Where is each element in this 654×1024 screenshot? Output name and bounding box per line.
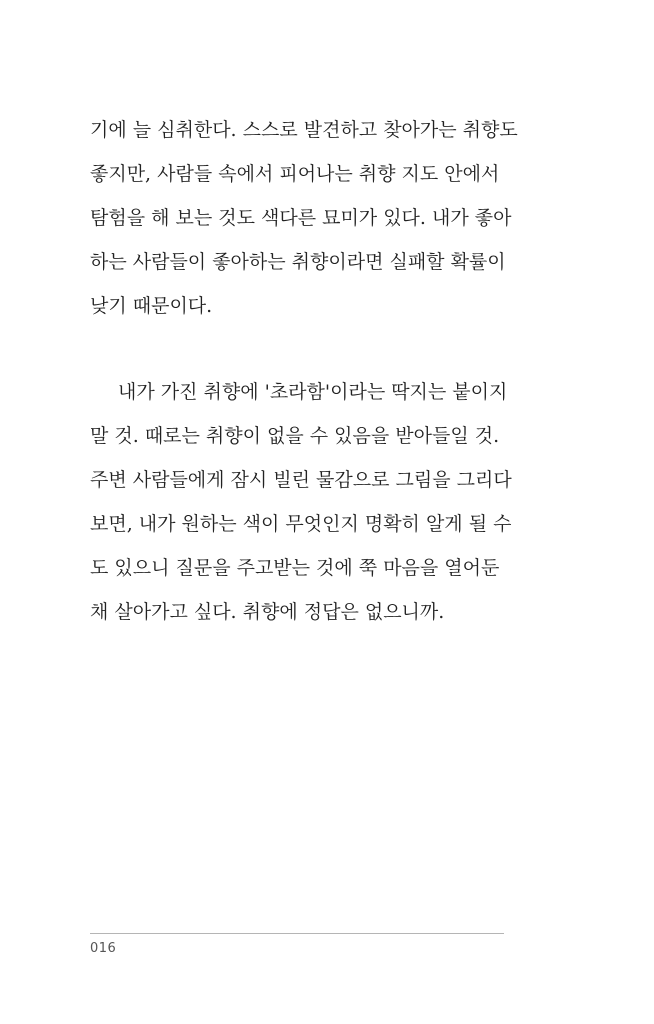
text-line: 내가 가진 취향에 '초라함'이라는 딱지는 붙이지 [118,381,508,403]
text-line: 보면, 내가 원하는 색이 무엇인지 명확히 알게 될 수 [90,513,512,535]
footer-divider [90,933,504,934]
paragraph-2 [90,370,510,634]
page-number: 016 [90,941,117,956]
text-line: 말 것. 때로는 취향이 없을 수 있음을 받아들일 것. [90,425,500,447]
text-line: 낮기 때문이다. [90,295,213,317]
text-line: 기에 늘 심취한다. 스스로 발견하고 찾아가는 취향도 [90,119,518,141]
text-line: 하는 사람들이 좋아하는 취향이라면 실패할 확률이 [90,251,506,273]
body-text [90,108,518,634]
text-line: 채 살아가고 싶다. 취향에 정답은 없으니까. [90,601,445,623]
paragraph-1 [90,108,518,328]
text-line: 도 있으니 질문을 주고받는 것에 쭉 마음을 열어둔 [90,557,500,579]
text-line: 탐험을 해 보는 것도 색다른 묘미가 있다. 내가 좋아 [90,207,512,229]
text-line: 좋지만, 사람들 속에서 피어나는 취향 지도 안에서 [90,163,500,185]
text-line: 주변 사람들에게 잠시 빌린 물감으로 그림을 그리다 [90,469,512,491]
